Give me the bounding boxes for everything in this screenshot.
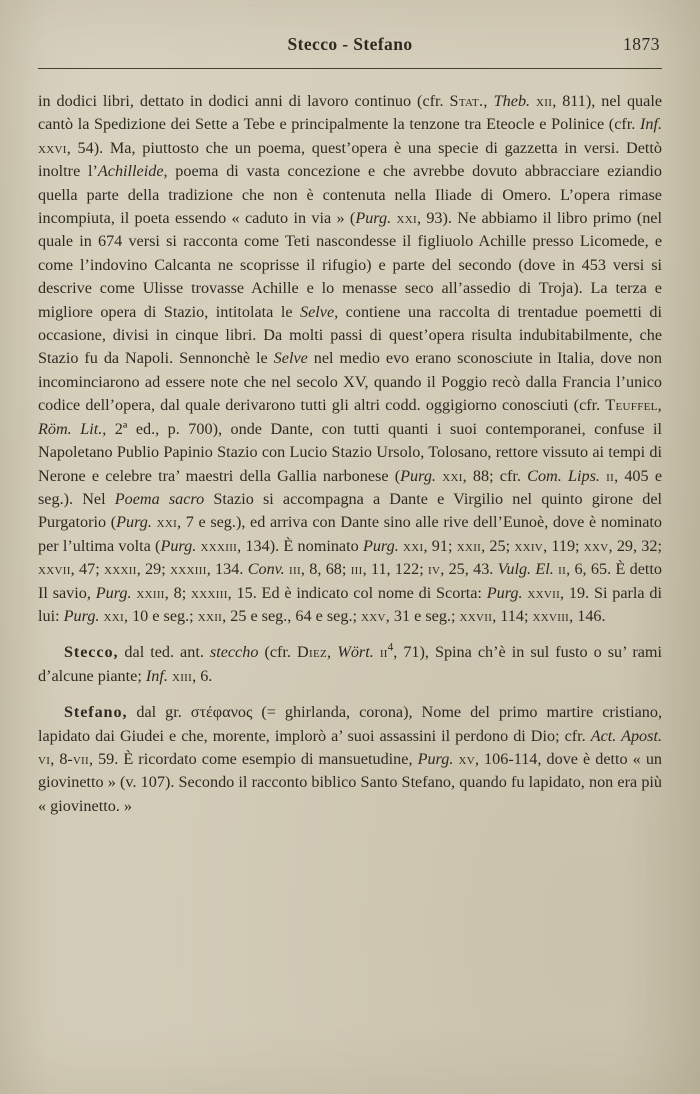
text-segment: xxvii [38, 560, 71, 579]
text-segment: xxxiii [170, 560, 207, 579]
text-segment: Stefano, [64, 703, 128, 722]
text-segment: ii [558, 560, 567, 579]
text-segment: Selve, [299, 302, 339, 321]
text-segment: Purg. [417, 749, 454, 768]
text-segment: xiii [171, 666, 193, 685]
text-segment: , 106-114, dove è detto « un giovinetto » (v. 107). Secondo il racconto biblico Santo Stefano, quando fu lapidato, non era più « giovinetto. » [38, 749, 663, 815]
text-segment: dal gr. στέφανος (= ghirlanda, corona), Nome del primo martire cristiano, lapidato dai Giudei e che, morente, implorò a’ suoi assassini il perdono di Dio; cfr. [38, 703, 662, 745]
text-segment: Stazio si accompagna a Dante e Virgilio nel quinto girone del Purgatorio ( [38, 489, 662, 532]
text-segment: steccho [209, 643, 259, 662]
text-segment: Inf. [145, 666, 168, 685]
text-segment: , 47; [70, 560, 105, 579]
text-segment: Act. Apost. [590, 726, 662, 745]
text-segment: xxvi [38, 138, 67, 157]
page-number: 1873 [623, 34, 660, 54]
text-segment: Purg. [355, 209, 392, 228]
text-segment: dal ted. ant. [118, 643, 210, 662]
text-segment: , 25, 43. [440, 560, 498, 579]
text-segment: Purg. [362, 536, 399, 555]
entry-stazio-continuation [38, 90, 662, 628]
text-segment: 4 [387, 641, 394, 654]
text-segment: xxi [156, 513, 178, 532]
entry-stecco [38, 641, 662, 688]
text-segment: , 25 e seg., 64 e seg.; [222, 606, 362, 625]
text-segment: vi [38, 749, 51, 768]
text-segment: Stat., [449, 92, 488, 110]
text-segment: iii [350, 560, 363, 579]
text-segment: xxi [442, 466, 463, 485]
text-segment: Achilleide, [97, 162, 168, 181]
text-segment: , 88; cfr. [462, 466, 528, 485]
text-segment: Wört. [337, 643, 374, 662]
text-segment: , 6. [192, 666, 213, 685]
text-segment: in dodici libri, dettato in dodici anni di lavoro continuo (cfr. [38, 92, 450, 110]
text-segment: xxviii [532, 606, 570, 625]
text-segment: , 8, 68; [300, 560, 351, 579]
text-segment: , 8; [164, 583, 192, 602]
text-segment: poema di vasta concezione e che avrebbe dovuto abbracciare eziandio quella parte della tradizione che non è contenuta nella Iliade di Omero. L’opera rimase incompiuta, il poeta essendo « caduto in via » ( [38, 162, 662, 228]
text-segment: Stecco, [64, 643, 119, 662]
text-segment: Purg. [160, 536, 197, 555]
text-segment: , 119; [543, 536, 584, 555]
text-segment: Inf. [639, 115, 662, 134]
text-segment: xxi [103, 606, 124, 625]
entry-stefano [38, 701, 662, 818]
text-segment: , 10 e seg.; [123, 606, 198, 625]
text-segment: Purg. [486, 583, 523, 602]
text-segment: xxi [403, 536, 424, 555]
text-segment: xv [458, 749, 475, 768]
text-segment: xxi [396, 209, 417, 228]
text-segment: , 59. È ricordato come esempio di mansuetudine, [88, 749, 418, 768]
text-segment: xxxiii [191, 583, 228, 602]
text-segment: Diez, [296, 643, 332, 662]
text-segment: , 15. Ed è indicato col nome di Scorta: [227, 583, 487, 602]
text-segment: , 71), Spina ch’è in sul fusto o su’ rami d’alcune piante; [38, 643, 663, 685]
text-segment: , 91; [423, 536, 457, 555]
text-segment: , 93). Ne abbiamo il libro primo (nel quale in 674 versi si racconta come Teti nascondesse il figliuolo Achille presso Licomede, e come l’indovino Calcanta ne scoprisse il rifugio) e parte del secondo (dove in 453 versi si descrive come Ulisse trovasse Achille e lo menasse seco all’assedio di Troja). La terza e migliore opera di Stazio, intitolata le [38, 209, 662, 321]
text-segment: (cfr. [258, 643, 297, 662]
running-header [38, 34, 662, 58]
text-segment: xxii [456, 536, 482, 555]
text-segment: xxii [197, 606, 223, 625]
text-segment: Com. Lips. [527, 466, 600, 485]
text-segment: , 146. [569, 606, 606, 625]
header-rule [38, 68, 662, 69]
text-segment: , 7 e seg.), ed arriva con Dante sino alle rive dell’Eunoè, dove è nominato per l’ultima volta ( [38, 513, 662, 555]
text-segment: , 19. Si parla di lui: [38, 583, 663, 625]
text-segment: Poema sacro [114, 489, 205, 508]
header-title: Stecco - Stefano [287, 34, 413, 54]
text-segment: contiene una raccolta di trentadue poemetti di occasione, divisi in cinque libri. Da molti passi di quest’opera risulta indubitabilmente, che Stazio fu da Napoli. Sennonchè le [38, 302, 662, 368]
text-segment: xxiii [136, 583, 165, 602]
text-segment: , 6, 65. È detto Il savio, [38, 560, 663, 602]
text-segment: Röm. Lit., [38, 419, 107, 438]
text-segment: , 811), nel quale cantò la Spedizione dei Sette a Tebe e principalmente la tenzone tra Eteocle e Polinice (cfr. [38, 92, 663, 134]
text-segment: Theb. [493, 92, 531, 110]
text-segment: Purg. [95, 583, 132, 602]
text-segment: , 31 e seg.; [385, 606, 460, 625]
text-segment: Conv. [247, 560, 285, 579]
text-segment: xxxii [104, 560, 137, 579]
text-segment: Selve [273, 349, 308, 368]
text-segment: , 54). Ma, piuttosto che un poema, quest’opera è una specie di gazzetta in versi. Dettò inoltre l’ [38, 138, 662, 181]
text-segment: , 134. [206, 560, 248, 579]
text-segment: , 114; [492, 606, 533, 625]
text-segment: , 134). È nominato [237, 536, 363, 555]
text-segment: , 29; [136, 560, 171, 579]
text-segment: ii [379, 643, 388, 662]
text-segment: xii [536, 92, 553, 110]
text-segment: , 8- [50, 749, 73, 768]
text-segment: xxv [361, 606, 386, 625]
text-segment: xxiv [514, 536, 544, 555]
text-segment: 2ª ed., p. 700), onde Dante, con tutti quanti i suoi contemporanei, confuse il Napoletano Publio Papinio Stazio con Lucio Stazio Ursolo, Tolosano, rettore vissuto ai tempi di Nerone e celebre tra’ maestri della Gallia narbonese ( [38, 419, 662, 485]
page-body [38, 90, 662, 818]
text-segment: Teuffel, [605, 396, 662, 415]
text-segment: Vulg. El. [497, 560, 554, 579]
text-segment: Purg. [63, 606, 100, 625]
text-segment: xxvii [527, 583, 561, 602]
text-segment: , 405 e seg.). Nel [38, 466, 663, 508]
text-segment: xxxiii [200, 536, 238, 555]
text-segment: ii [606, 466, 615, 485]
text-segment: iv [428, 560, 441, 579]
text-segment: , 29, 32; [608, 536, 662, 555]
text-segment: vii [72, 749, 89, 768]
text-segment: Purg. [116, 513, 152, 532]
text-segment: Purg. [400, 466, 436, 485]
text-segment: nel medio evo erano sconosciute in Italia, dove non incominciarono ad essere note che nel secolo XV, quando il Poggio recò dalla Francia l’unico codice dell’opera, dal quale derivarono tutti gli altri codd. oggigiorno conosciuti (cfr. [38, 349, 662, 415]
text-segment: xxv [583, 536, 609, 555]
text-segment: xxvii [459, 606, 493, 625]
text-segment: iii [289, 560, 301, 579]
text-segment: , 25; [481, 536, 515, 555]
text-segment: , 11, 122; [362, 560, 428, 579]
